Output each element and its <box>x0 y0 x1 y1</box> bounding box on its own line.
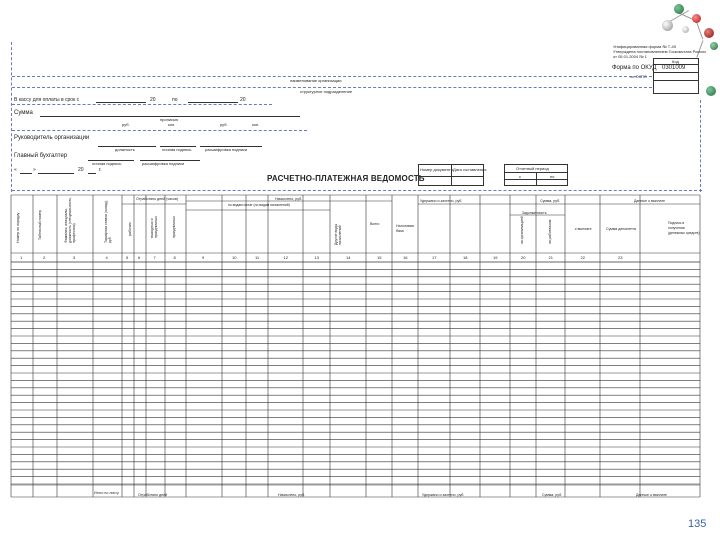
hdr-col7: праздничных <box>172 216 176 238</box>
column-number: 12 <box>283 255 288 260</box>
column-number: 7 <box>153 255 156 260</box>
column-number: 20 <box>521 255 526 260</box>
column-number: 2 <box>43 255 46 260</box>
period-label: Отчетный период <box>516 166 549 171</box>
column-number: 23 <box>618 255 623 260</box>
hdr-org-debt: за организацией <box>520 216 524 244</box>
sum-label: Сумма <box>14 110 33 116</box>
hdr-col5: рабочих <box>128 222 132 236</box>
footer-label-4: Удержано и зачтено, руб. <box>422 493 465 497</box>
hdr-due-group: Сумма, руб. <box>540 199 561 203</box>
column-number: 21 <box>548 255 553 260</box>
hdr-total: Всего <box>370 222 380 226</box>
date-suffix: » <box>33 167 36 173</box>
hdr-tax-base: Налоговая база <box>396 224 414 233</box>
footer-label-3: Начислено, руб. <box>278 493 306 497</box>
hdr-accrued-group: Начислено, руб. <box>275 197 303 201</box>
rub-1: руб. <box>122 122 130 127</box>
doc-date-label: Дата составления <box>453 167 487 172</box>
okpo-label: по ОКПО <box>630 74 647 79</box>
acc-decode-caption: расшифровка подписи <box>142 161 185 166</box>
rub-2: руб. <box>220 122 228 127</box>
document-title: РАСЧЕТНО-ПЛАТЕЖНАЯ ВЕДОМОСТЬ <box>267 174 425 183</box>
hdr-payout: к выплате <box>575 227 592 231</box>
period-from-label: с <box>519 174 521 179</box>
column-number: 8 <box>173 255 176 260</box>
period-to-label: по <box>550 174 555 179</box>
sum-caption: прописью <box>160 117 179 122</box>
hdr-accrued-sub: по видам оплат (по видам начислений) <box>228 203 290 207</box>
code-label: Код <box>672 59 679 64</box>
hdr-other: Другие виды начислений <box>334 223 342 245</box>
period-year-1: 20 <box>150 97 156 103</box>
hdr-col2: Табельный номер <box>38 210 42 240</box>
hdr-signature: Подпись в получении (денежных средств) <box>668 221 700 235</box>
column-number: 16 <box>403 255 408 260</box>
column-number: 9 <box>202 255 205 260</box>
period-text: В кассу для оплаты в срок с <box>14 97 80 103</box>
unit-caption: структурное подразделение <box>300 89 353 94</box>
signature-caption: личная подпись <box>162 147 192 152</box>
period-by: по <box>172 97 178 103</box>
kop-1: коп. <box>168 122 176 127</box>
hdr-due-sub: Задолженность <box>522 211 547 215</box>
footer-label-2: Отработано дней <box>138 493 168 497</box>
column-number: 13 <box>314 255 319 260</box>
hdr-deposit: Сумма депонента <box>606 227 636 231</box>
column-number: 22 <box>580 255 585 260</box>
period-year-2: 20 <box>240 97 246 103</box>
hdr-col1: Номер по порядку <box>16 212 20 243</box>
hdr-col6: выходных и праздничных <box>150 216 158 238</box>
column-number: 10 <box>232 255 237 260</box>
column-number: 19 <box>493 255 498 260</box>
date-g: г. <box>99 167 102 173</box>
footer-label-6: Данные о выплате <box>636 493 668 497</box>
column-number: 5 <box>126 255 129 260</box>
decode-caption: расшифровка подписи <box>205 147 248 152</box>
column-number: 15 <box>377 255 382 260</box>
hdr-worked-group: Отработано дней (часов) <box>136 197 179 201</box>
column-number: 11 <box>255 255 260 260</box>
footer-label-5: Сумма, руб. <box>542 493 563 497</box>
hdr-withheld-group: Удержано и зачтено, руб. <box>420 199 463 203</box>
okud-value: 0301009 <box>662 65 686 71</box>
date-prefix: « <box>14 167 17 173</box>
org-caption: наименование организации <box>290 78 342 83</box>
form-line-2: Утверждена постановлением Госкомстата России <box>613 49 706 54</box>
doc-number-label: Номер документа <box>420 167 453 172</box>
column-number: 6 <box>138 255 141 260</box>
hdr-col3: Фамилия, инициалы, должность (специальность, профессия) <box>64 196 76 243</box>
column-number: 14 <box>346 255 351 260</box>
form-line-1: Унифицированная форма № Т-49 <box>613 44 676 49</box>
footer-label-1: Итого по листу <box>94 491 119 495</box>
date-year: 20 <box>78 167 84 173</box>
kop-2: коп. <box>252 122 260 127</box>
column-number: 1 <box>20 255 23 260</box>
hdr-col4: Тарифная ставка (оклад), руб. <box>104 199 112 243</box>
form-line-3: от 05.01.2004 № 1 <box>613 54 647 59</box>
receive-label: Руководитель организации <box>14 135 90 141</box>
position-caption: должность <box>115 147 135 152</box>
column-number: 18 <box>463 255 468 260</box>
hdr-data-group: Данные о выплате <box>634 199 666 203</box>
column-number: 3 <box>73 255 76 260</box>
okud-label: Форма по ОКУД <box>612 65 657 71</box>
page-number: 135 <box>688 518 707 530</box>
accountant-label: Главный бухгалтер <box>14 153 68 159</box>
hdr-emp-debt: за работником <box>548 219 552 244</box>
column-number: 4 <box>105 255 108 260</box>
acc-signature-caption: личная подпись <box>92 161 122 166</box>
column-number: 17 <box>432 255 437 260</box>
